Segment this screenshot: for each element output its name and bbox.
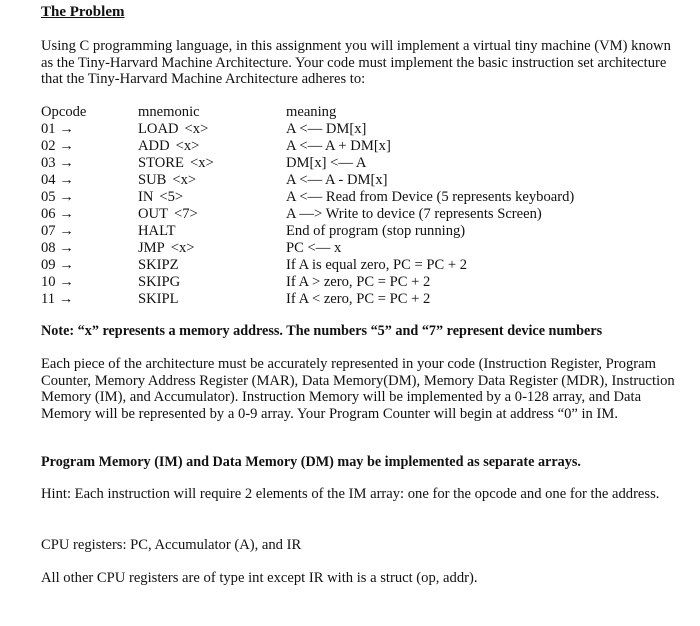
meaning-cell: DM[x] <— A [286, 155, 367, 171]
intro-paragraph: Using C programming language, in this assignment you will implement a virtual tiny machine (VM) known as the Tiny-Harvard Machine Architecture. Your code must implement the basic instruction set architecture that the Tiny-Harvard Machine Architecture adheres to: [41, 38, 671, 88]
operand-text: <5> [159, 189, 184, 205]
mnemonic-text: ADD [138, 138, 170, 154]
mnemonic-text: IN [138, 189, 154, 205]
mnemonic-text: SKIPL [138, 291, 179, 307]
header-opcode: Opcode [41, 104, 87, 120]
mnemonic-cell [138, 206, 198, 223]
operand-text: <x> [170, 240, 195, 256]
mnemonic-cell [138, 291, 179, 308]
operand-text: <x> [189, 155, 214, 171]
opcode-cell: 01 → [41, 121, 74, 137]
mnemonic-cell [138, 189, 183, 206]
meaning-cell: A <— A - DM[x] [286, 172, 388, 188]
mnemonic-cell [138, 172, 196, 189]
opcode-cell: 09 → [41, 257, 74, 273]
mnemonic-cell [138, 138, 199, 155]
meaning-cell: A <— A + DM[x] [286, 138, 391, 154]
mnemonic-cell [138, 274, 180, 291]
opcode-cell: 04 → [41, 172, 74, 188]
operand-text: <x> [175, 138, 200, 154]
opcode-cell: 07 → [41, 223, 74, 239]
opcode-cell: 11 → [41, 291, 74, 307]
page-title: The Problem [41, 4, 125, 20]
memory-note: Program Memory (IM) and Data Memory (DM) may be implemented as separate arrays. [41, 454, 581, 470]
other-registers-text: All other CPU registers are of type int except IR with is a struct (op, addr). [41, 570, 478, 586]
opcode-cell: 02 → [41, 138, 74, 154]
mnemonic-cell [138, 155, 214, 172]
meaning-cell: A —> Write to device (7 represents Screen) [286, 206, 542, 222]
mnemonic-cell [138, 257, 179, 274]
mnemonic-cell [138, 121, 208, 138]
mnemonic-text: HALT [138, 223, 176, 239]
meaning-cell: If A < zero, PC = PC + 2 [286, 291, 431, 307]
opcode-cell: 08 → [41, 240, 74, 256]
opcode-cell: 10 → [41, 274, 74, 290]
cpu-registers-text: CPU registers: PC, Accumulator (A), and IR [41, 537, 302, 553]
mnemonic-text: OUT [138, 206, 168, 222]
meaning-cell: If A > zero, PC = PC + 2 [286, 274, 431, 290]
header-mnemonic: mnemonic [138, 104, 200, 120]
operand-text: <7> [174, 206, 198, 222]
hint-text: Hint: Each instruction will require 2 elements of the IM array: one for the opcode and one for the address. [41, 486, 660, 502]
mnemonic-text: STORE [138, 155, 184, 171]
meaning-cell: A <— DM[x] [286, 121, 367, 137]
mnemonic-cell [138, 223, 176, 240]
meaning-cell: A <— Read from Device (5 represents keyboard) [286, 189, 575, 205]
mnemonic-text: SKIPZ [138, 257, 179, 273]
mnemonic-cell [138, 240, 195, 257]
header-meaning: meaning [286, 104, 337, 120]
meaning-cell: If A is equal zero, PC = PC + 2 [286, 257, 468, 273]
note-text: Note: “x” represents a memory address. The numbers “5” and “7” represent device numbers [41, 323, 603, 339]
meaning-cell: End of program (stop running) [286, 223, 466, 239]
meaning-cell: PC <— x [286, 240, 342, 256]
opcode-cell: 03 → [41, 155, 74, 171]
mnemonic-text: SUB [138, 172, 167, 188]
operand-text: <x> [172, 172, 197, 188]
opcode-cell: 05 → [41, 189, 74, 205]
mnemonic-text: LOAD [138, 121, 179, 137]
mnemonic-text: JMP [138, 240, 165, 256]
operand-text: <x> [184, 121, 209, 137]
architecture-paragraph: Each piece of the architecture must be accurately represented in your code (Instruction Register, Program Counter, Memory Address Register (MAR), Data Memory(DM), Memory Data Register (MDR), Instruction Memory (IM), and Accumulator). Instruction Memory will be implemented by a 0-128 array, and Data Memory will be represented by a 0-9 array. Your Program Counter will begin at address “0” in IM. [41, 356, 675, 422]
opcode-cell: 06 → [41, 206, 74, 222]
mnemonic-text: SKIPG [138, 274, 181, 290]
